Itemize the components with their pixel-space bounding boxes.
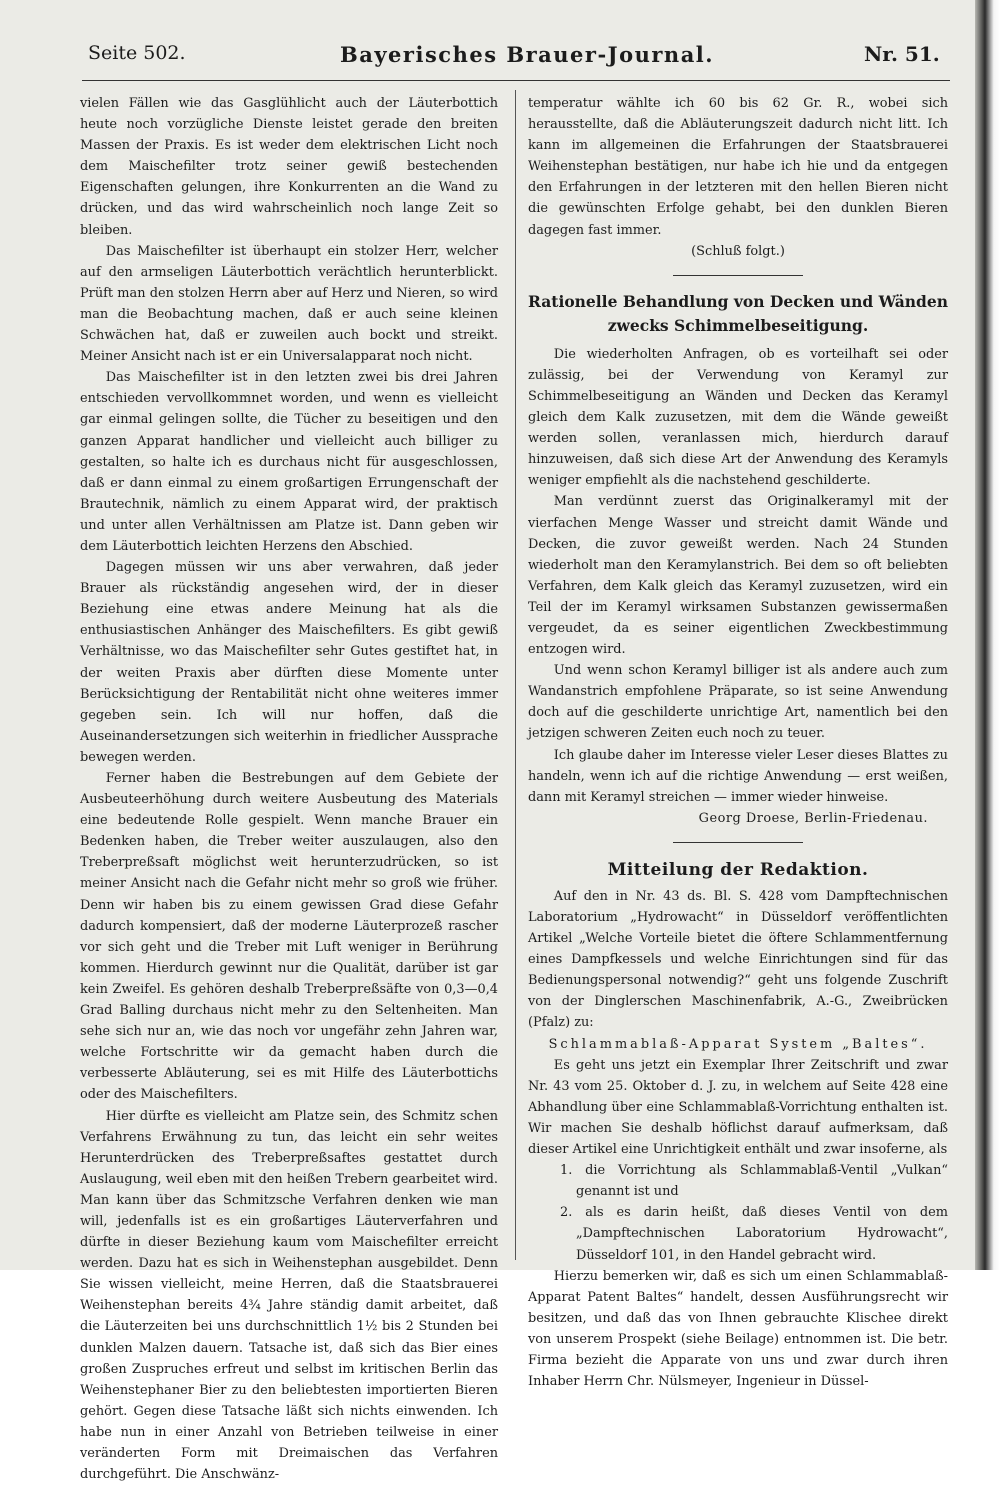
page-number: Seite 502. bbox=[88, 44, 186, 63]
paragraph: Es geht uns jetzt ein Exemplar Ihrer Zeitschrift und zwar Nr. 43 vom 25. Oktober d. J. zu, in welchem auf Seite 428 eine Abhandlung über eine Schlammablaß-Vorrichtung enthalten ist. Wir machen Sie deshalb höflichst darauf aufmerksam, daß dieser Artikel eine Unrichtigkeit enthält und zwar insoferne, als bbox=[528, 1055, 948, 1160]
paragraph: vielen Fällen wie das Gasglühlicht auch der Läuterbottich heute noch vorzügliche Dienste leistet gerade den breiten Massen der Praxis. Es ist weder dem elektrischen Licht noch dem Maischefilter trotz seiner gewiß bestechenden Eigenschaften gelungen, ihre Konkurrenten an die Wand zu drücken, und das wird wahrscheinlich noch lange Zeit so bleiben. bbox=[80, 93, 498, 241]
continued-note: (Schluß folgt.) bbox=[528, 241, 948, 262]
section-divider bbox=[673, 275, 803, 276]
section-title: Mitteilung der Redaktion. bbox=[528, 857, 948, 884]
header-rule bbox=[82, 80, 950, 81]
paragraph: Und wenn schon Keramyl billiger ist als andere auch zum Wandanstrich empfohlene Präparate, so ist seine Anwendung doch auf die geschilderte unrichtige Art, namentlich bei den jetzigen schweren Zeiten euch noch zu teuer. bbox=[528, 660, 948, 744]
paragraph: Auf den in Nr. 43 ds. Bl. S. 428 vom Dampftechnischen Laboratorium „Hydrowacht“ in Düsseldorf veröffentlichten Artikel „Welche Vorteile bietet die öftere Schlammentfernung eines Dampfkessels und welche Einrichtungen sind für das Bedienungspersonal notwendig?“ geht uns folgende Zuschrift von der Dinglerschen Maschinenfabrik, A.-G., Zweibrücken (Pfalz) zu: bbox=[528, 886, 948, 1034]
paragraph: Hierzu bemerken wir, daß es sich um einen Schlammablaß-Apparat Patent Baltes“ handelt, dessen Ausführungsrecht wir besitzen, und daß das von Ihnen gebrauchte Klischee direkt von unserem Prospekt (siehe Beilage) entnommen ist. Die betr. Firma bezieht die Apparate von uns und zwar durch ihren Inhaber Herrn Chr. Nülsmeyer, Ingenieur in Düssel- bbox=[528, 1266, 948, 1393]
paragraph: temperatur wählte ich 60 bis 62 Gr. R., wobei sich herausstellte, daß die Abläuterungszeit dadurch nicht litt. Ich kann im allgemeinen die Erfahrungen der Staatsbrauerei Weihenstephan bestätigen, nur habe ich hie und da entgegen den Erfahrungen in der letzteren mit den hellen Bieren nicht die gewünschten Erfolge gehabt, bei den dunklen Bieren dagegen fast immer. bbox=[528, 93, 948, 241]
paragraph: Man verdünnt zuerst das Originalkeramyl mit der vierfachen Menge Wasser und streicht damit Wände und Decken, die zuvor geweißt werden. Nach 24 Stunden wiederholt man den Keramylanstrich. Bei dem so oft beliebten Verfahren, dem Kalk gleich das Keramyl zuzusetzen, wird ein Teil der im Keramyl wirksamen Substanzen gewissermaßen vergeudet, da es seiner eigentlichen Zweckbestimmung entzogen wird. bbox=[528, 491, 948, 660]
list-item: 2. als es darin heißt, daß dieses Ventil von dem „Dampftechnischen Laboratorium Hydrowacht“, Düsseldorf 101, in den Handel gebracht wird. bbox=[528, 1202, 948, 1265]
paragraph: Hier dürfte es vielleicht am Platze sein, des Schmitz schen Verfahrens Erwähnung zu tun, das leicht ein sehr weites Herunterdrücken des Treberpreßsaftes gestattet durch Auslaugung, weil eben mit den heißen Trebern gearbeitet wird. Man kann über das Schmitzsche Verfahren denken wie man will, jedenfalls ist es ein großartiges Läuterverfahren und dürfte in dieser Beziehung kaum vom Maischefilter erreicht werden. Dazu hat es sich in Weihenstephan ausgebildet. Denn Sie wissen vielleicht, meine Herren, daß die Staatsbrauerei Weihenstephan bereits 4¾ Jahre ständig damit arbeitet, daß die Läuterzeiten bei uns durchschnittlich 1½ bis 2 Stunden bei dunklen Malzen dauern. Tatsache ist, daß sich das Bier eines großen Zuspruches erfreut und selbst im kritischen Berlin das Weihenstephaner Bier zu den beliebtesten importierten Bieren gehört. Gegen diese Tatsache läßt sich nichts einwenden. Ich habe nun in einer Anzahl von Betrieben teilweise in einer veränderten Form mit Dreimaischen das Verfahren durchgeführt. Die Anschwänz- bbox=[80, 1106, 498, 1485]
section-divider bbox=[673, 842, 803, 843]
paragraph: Das Maischefilter ist in den letzten zwei bis drei Jahren entschieden vervollkommnet worden, und wenn es vielleicht gar einmal gelingen sollte, die Tücher zu beseitigen und den ganzen Apparat handlicher und vielleicht auch billiger zu gestalten, so halte ich es durchaus nicht für ausgeschlossen, daß er dann einmal zu einem großartigen Errungenschaft der Brautechnik, nämlich zu einem Apparat wird, der praktisch und unter allen Verhältnissen am Platze ist. Dann geben wir dem Läuterbottich leichten Herzens den Abschied. bbox=[80, 367, 498, 557]
paragraph: Das Maischefilter ist überhaupt ein stolzer Herr, welcher auf den armseligen Läuterbottich verächtlich herunterblickt. Prüft man den stolzen Herrn aber auf Herz und Nieren, so wird man die Beobachtung machen, daß er auch seine kleinen Schwächen hat, daß er zuweilen auch bockt und streikt. Meiner Ansicht nach ist er ein Universalapparat noch nicht. bbox=[80, 241, 498, 368]
article-title: Rationelle Behandlung von Decken und Wänden zwecks Schimmelbeseitigung. bbox=[528, 290, 948, 338]
issue-number: Nr. 51. bbox=[864, 44, 940, 64]
list-item: 1. die Vorrichtung als Schlammablaß-Ventil „Vulkan“ genannt ist und bbox=[528, 1160, 948, 1202]
paragraph: Dagegen müssen wir uns aber verwahren, daß jeder Brauer als rückständig angesehen wird, der in dieser Beziehung eine etwas andere Meinung hat als die enthusiastischen Anhänger des Maischefilters. Es gibt gewiß Verhältnisse, wo das Maischefilter sehr Gutes gestiftet hat, in der weiten Praxis aber dürften diese Momente unter Berücksichtigung der Rentabilität nicht ohne weiteres immer gegeben sein. Ich will nur hoffen, daß die Auseinandersetzungen sich weiterhin in friedlicher Aussprache bewegen werden. bbox=[80, 557, 498, 768]
paragraph: Ferner haben die Bestrebungen auf dem Gebiete der Ausbeuteerhöhung durch weitere Ausbeutung des Materials eine bedeutende Rolle gespielt. Wenn manche Brauer ein Bedenken haben, die Treber weiter auszulaugen, also den Treberpreßsaft möglichst weit herunterzudrücken, so ist meiner Ansicht nach die Gefahr nicht mehr so groß wie früher. Denn wir haben bis zu einem gewissen Grad diese Gefahr dadurch kompensiert, daß der moderne Läuterprozeß rascher vor sich geht und die Treber mit Luft weniger in Berührung kommen. Hierdurch gewinnt nur die Qualität, darüber ist gar kein Zweifel. Es gehören deshalb Treberpreßsäfte von 0,3—0,4 Grad Balling durchaus nicht mehr zu den Seltenheiten. Man sehe sich nur an, wie das noch vor ungefähr zehn Jahren war, welche Fortschritte wir da gemacht haben durch die verbesserte Abläuterung, sei es mit Hilfe des Läuterbottichs oder des Maischefilters. bbox=[80, 768, 498, 1106]
article-signature: Georg Droese, Berlin-Friedenau. bbox=[528, 808, 948, 829]
left-column bbox=[80, 93, 498, 1485]
paragraph: Die wiederholten Anfragen, ob es vorteilhaft sei oder zulässig, bei der Verwendung von Keramyl zur Schimmelbeseitigung an Wänden und Decken das Keramyl gleich dem Kalk zuzusetzen, mit dem die Wände geweißt werden sollen, veranlassen mich, hierdurch darauf hinzuweisen, daß sich diese Art der Anwendung des Keramyls weniger empfiehlt als die nachstehend geschilderte. bbox=[528, 344, 948, 492]
page-edge bbox=[975, 0, 1000, 1270]
paragraph: Ich glaube daher im Interesse vieler Leser dieses Blattes zu handeln, wenn ich auf die richtige Anwendung — erst weißen, dann mit Keramyl streichen — immer wieder hinweise. bbox=[528, 745, 948, 808]
letter-heading: Schlammablaß-Apparat System „Baltes“. bbox=[528, 1034, 948, 1055]
journal-title: Bayerisches Brauer-Journal. bbox=[340, 44, 714, 65]
column-divider bbox=[515, 90, 516, 1260]
right-column bbox=[528, 93, 948, 1392]
